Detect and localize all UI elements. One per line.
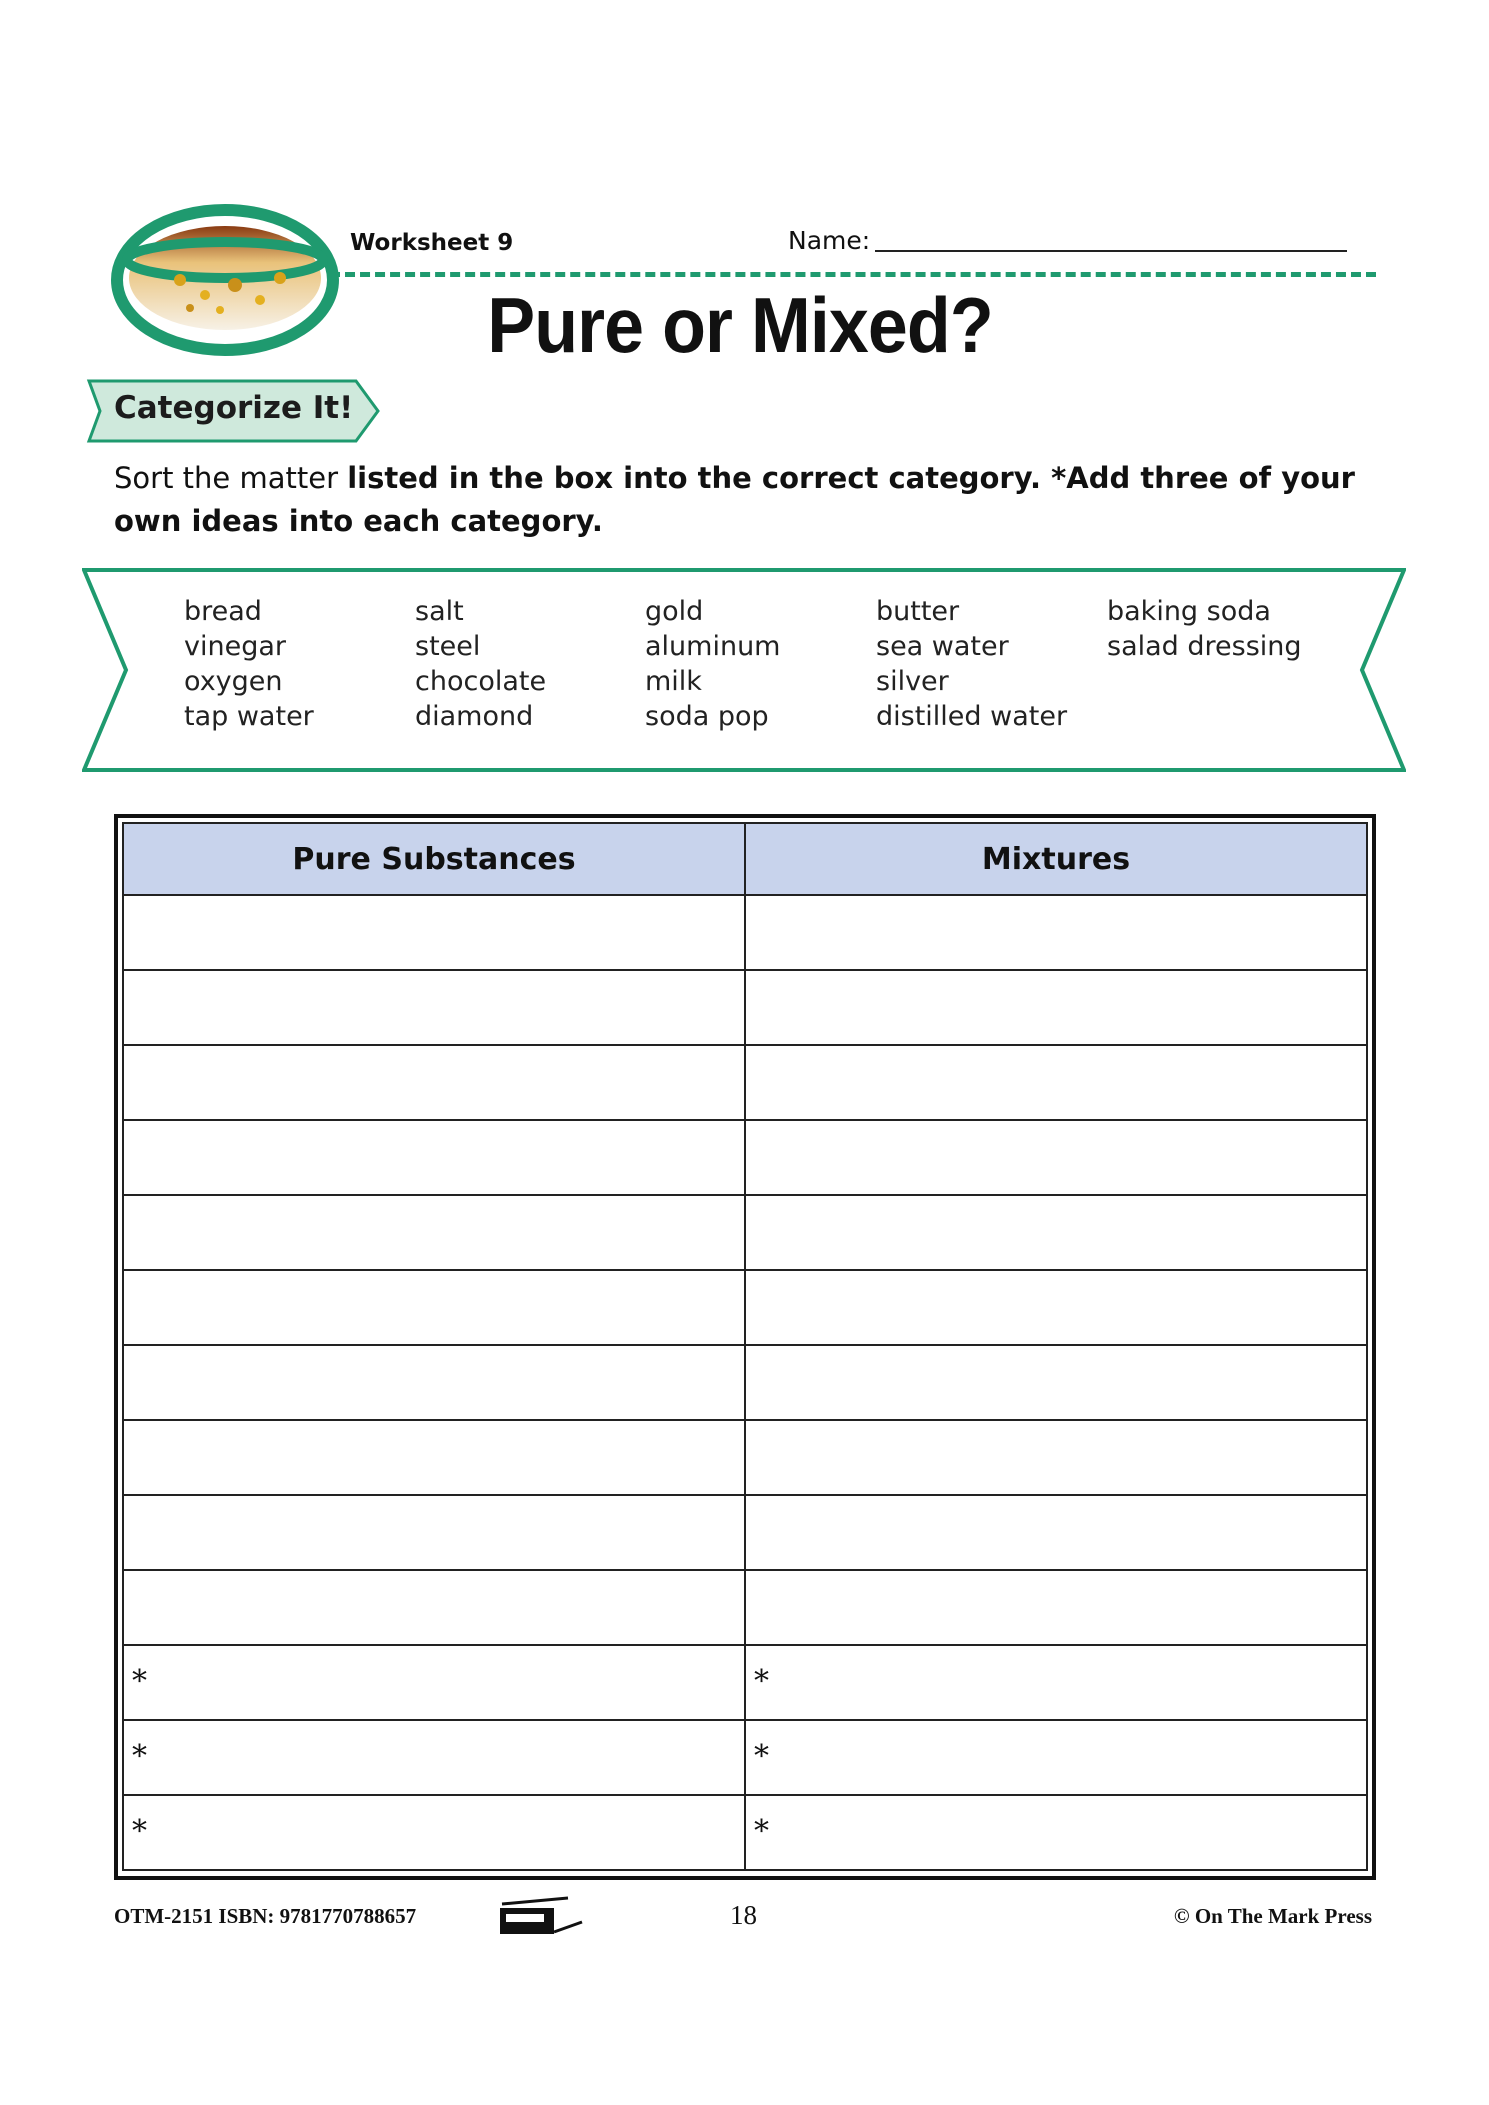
- word-item: salt: [415, 596, 464, 627]
- mixture-cell[interactable]: [745, 970, 1367, 1045]
- asterisk-marker: *: [132, 1664, 147, 1699]
- table-row: [123, 1270, 1367, 1345]
- pure-substance-cell[interactable]: [123, 1270, 745, 1345]
- pure-substance-cell[interactable]: [123, 895, 745, 970]
- asterisk-marker: *: [132, 1739, 147, 1774]
- instructions-part-1: Sort the matter: [114, 461, 348, 495]
- word-list-column-1: [184, 594, 314, 734]
- table-row: [123, 1570, 1367, 1645]
- section-banner-label: Categorize It!: [114, 390, 354, 426]
- mixture-cell[interactable]: [745, 895, 1367, 970]
- word-item: chocolate: [415, 666, 547, 697]
- product-code: OTM-2151 ISBN: 9781770788657: [114, 1904, 417, 1928]
- pure-substance-own-idea-cell[interactable]: [123, 1795, 745, 1870]
- mixture-cell[interactable]: [745, 1120, 1367, 1195]
- word-item: baking soda: [1107, 596, 1271, 627]
- mixture-own-idea-cell[interactable]: [745, 1795, 1367, 1870]
- pure-substance-cell[interactable]: [123, 1120, 745, 1195]
- instructions-part-2: listed in the box into the correct category.: [347, 461, 1041, 495]
- worksheet-label: Worksheet 9: [350, 230, 514, 256]
- table-row: [123, 1345, 1367, 1420]
- page-number: 18: [730, 1900, 757, 1930]
- mixture-cell[interactable]: [745, 1045, 1367, 1120]
- table-row: [123, 895, 1367, 970]
- word-item: vinegar: [184, 631, 286, 662]
- photocopier-icon: [498, 1894, 584, 1938]
- table-row: [123, 1495, 1367, 1570]
- instructions: [114, 457, 1374, 543]
- pure-substance-cell[interactable]: [123, 1420, 745, 1495]
- word-list-column-3: [645, 594, 781, 734]
- mixture-own-idea-cell[interactable]: [745, 1720, 1367, 1795]
- word-item: diamond: [415, 701, 534, 732]
- name-label: Name:: [788, 226, 871, 255]
- word-item: milk: [645, 666, 702, 697]
- word-list-column-2: [415, 594, 546, 734]
- pure-substance-own-idea-cell[interactable]: [123, 1645, 745, 1720]
- pure-substance-cell[interactable]: [123, 970, 745, 1045]
- pure-substance-own-idea-cell[interactable]: [123, 1720, 745, 1795]
- column-header-mixtures: Mixtures: [745, 823, 1367, 895]
- pure-substance-cell[interactable]: [123, 1045, 745, 1120]
- mixture-cell[interactable]: [745, 1420, 1367, 1495]
- word-item: steel: [415, 631, 481, 662]
- mixture-cell[interactable]: [745, 1270, 1367, 1345]
- mixture-cell[interactable]: [745, 1570, 1367, 1645]
- instructions-part-3: *Add three of your own ideas into each category.: [114, 461, 1355, 538]
- table-row: [123, 1195, 1367, 1270]
- asterisk-marker: *: [132, 1814, 147, 1849]
- page-title: Pure or Mixed?: [487, 281, 993, 369]
- sorting-table: [122, 822, 1368, 1871]
- word-item: butter: [876, 596, 960, 627]
- own-idea-row: [123, 1720, 1367, 1795]
- word-item: salad dressing: [1107, 631, 1302, 662]
- header-divider: [330, 272, 1376, 277]
- pure-substance-cell[interactable]: [123, 1345, 745, 1420]
- own-idea-row: [123, 1645, 1367, 1720]
- table-row: [123, 1120, 1367, 1195]
- asterisk-marker: *: [754, 1739, 769, 1774]
- table-row: [123, 970, 1367, 1045]
- word-list-column-5: [1107, 594, 1302, 664]
- own-idea-row: [123, 1795, 1367, 1870]
- word-item: sea water: [876, 631, 1009, 662]
- mixture-cell[interactable]: [745, 1345, 1367, 1420]
- word-item: bread: [184, 596, 262, 627]
- pure-substance-cell[interactable]: [123, 1495, 745, 1570]
- mixture-cell[interactable]: [745, 1495, 1367, 1570]
- bowl-photo-icon: [110, 200, 340, 360]
- word-item: tap water: [184, 701, 314, 732]
- asterisk-marker: *: [754, 1814, 769, 1849]
- word-item: oxygen: [184, 666, 283, 697]
- word-item: silver: [876, 666, 949, 697]
- pure-substance-cell[interactable]: [123, 1195, 745, 1270]
- column-header-pure: Pure Substances: [123, 823, 745, 895]
- table-row: [123, 1420, 1367, 1495]
- mixture-cell[interactable]: [745, 1195, 1367, 1270]
- mixture-own-idea-cell[interactable]: [745, 1645, 1367, 1720]
- name-field-line[interactable]: [875, 250, 1347, 252]
- word-item: aluminum: [645, 631, 781, 662]
- word-list-column-4: [876, 594, 1067, 734]
- publisher: © On The Mark Press: [1173, 1904, 1372, 1928]
- word-item: distilled water: [876, 701, 1068, 732]
- pure-substance-cell[interactable]: [123, 1570, 745, 1645]
- word-item: gold: [645, 596, 704, 627]
- asterisk-marker: *: [754, 1664, 769, 1699]
- word-item: soda pop: [645, 701, 769, 732]
- table-row: [123, 1045, 1367, 1120]
